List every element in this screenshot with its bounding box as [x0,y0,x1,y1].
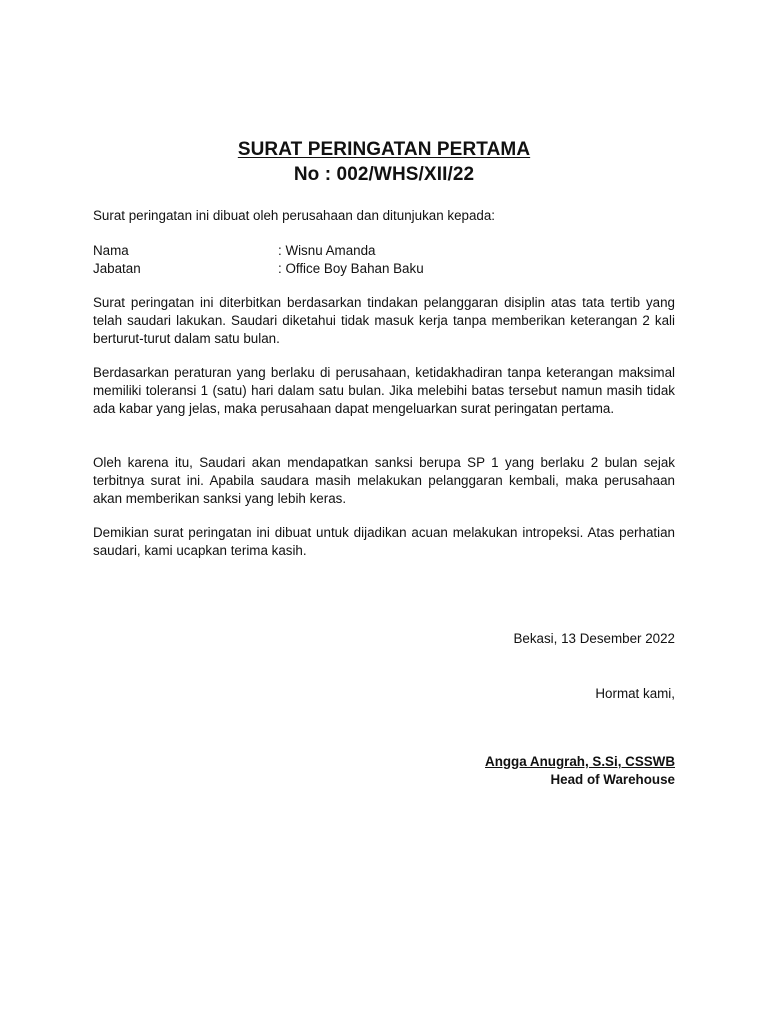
field-label-jabatan: Jabatan [93,261,141,276]
closing-text: Hormat kami, [595,686,675,701]
letter-title: SURAT PERINGATAN PERTAMA [237,139,531,160]
letter-number: No : 002/WHS/XII/22 [293,164,475,185]
field-label-nama: Nama [93,243,129,258]
field-value-jabatan: : Office Boy Bahan Baku [278,261,424,276]
place-date: Bekasi, 13 Desember 2022 [513,631,675,646]
body-paragraph-1: Surat peringatan ini diterbitkan berdasarkan tindakan pelanggaran disiplin atas tata tertib yang telah saudari lakukan. Saudari diketahui tidak masuk kerja tanpa memberikan keterangan 2 kali berturut-turut dalam satu bulan. [93,295,675,346]
field-value-nama: : Wisnu Amanda [278,243,376,258]
intro-text: Surat peringatan ini dibuat oleh perusahaan dan ditunjukan kepada: [93,208,496,223]
body-paragraph-2: Berdasarkan peraturan yang berlaku di perusahaan, ketidakhadiran tanpa keterangan maksimal memiliki toleransi 1 (satu) hari dalam satu bulan. Jika melebihi batas tersebut namun masih tidak ada kabar yang jelas, maka perusahaan dapat mengeluarkan surat peringatan pertama. [93,365,675,416]
body-paragraph-3: Oleh karena itu, Saudari akan mendapatkan sanksi berupa SP 1 yang berlaku 2 bulan sejak terbitnya surat ini. Apabila saudara masih melakukan pelanggaran kembali, maka perusahaan akan memberikan sanksi yang lebih keras. [93,455,675,506]
body-paragraph-4: Demikian surat peringatan ini dibuat untuk dijadikan acuan melakukan intropeksi. Atas perhatian saudari, kami ucapkan terima kasih. [93,525,675,558]
signer-position: Head of Warehouse [550,772,675,787]
signer-name: Angga Anugrah, S.Si, CSSWB [485,754,675,769]
